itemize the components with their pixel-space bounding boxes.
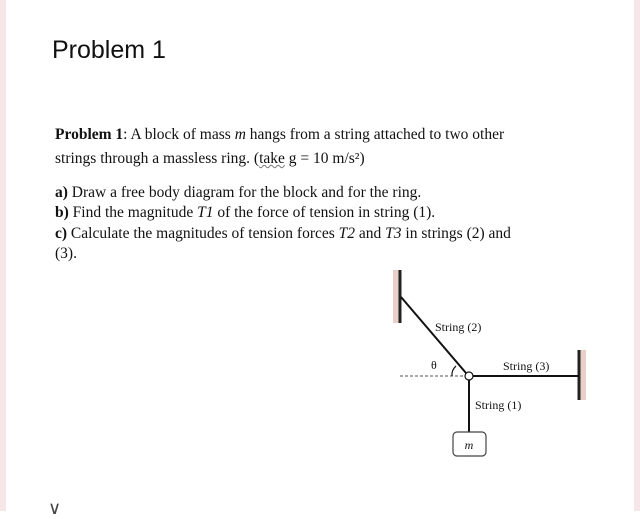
right-wall bbox=[580, 350, 586, 400]
theta-label: θ bbox=[431, 358, 437, 372]
string-1-label: String (1) bbox=[475, 398, 522, 412]
part-b: b) Find the magnitude T1 of the force of tension in string (1). bbox=[55, 204, 436, 221]
part-a: a) Draw a free body diagram for the block and for the ring. bbox=[55, 184, 422, 201]
page-title: Problem 1 bbox=[52, 36, 166, 64]
string-2-label: String (2) bbox=[435, 320, 482, 334]
left-wall bbox=[393, 270, 399, 323]
mass-label: m bbox=[464, 438, 474, 452]
part-c-cont: (3). bbox=[55, 245, 77, 262]
string-3-label: String (3) bbox=[503, 359, 550, 373]
problem-line-1: Problem 1: A block of mass m hangs from a string attached to two other bbox=[55, 126, 505, 143]
chevron-down-icon[interactable]: ∨ bbox=[48, 498, 62, 518]
problem-line-2: strings through a massless ring. (take g = 10 m/s²) bbox=[55, 150, 365, 167]
part-c: c) Calculate the magnitudes of tension forces T2 and T3 in strings (2) and bbox=[55, 225, 511, 242]
angle-arc bbox=[452, 366, 456, 376]
ring bbox=[465, 372, 473, 380]
